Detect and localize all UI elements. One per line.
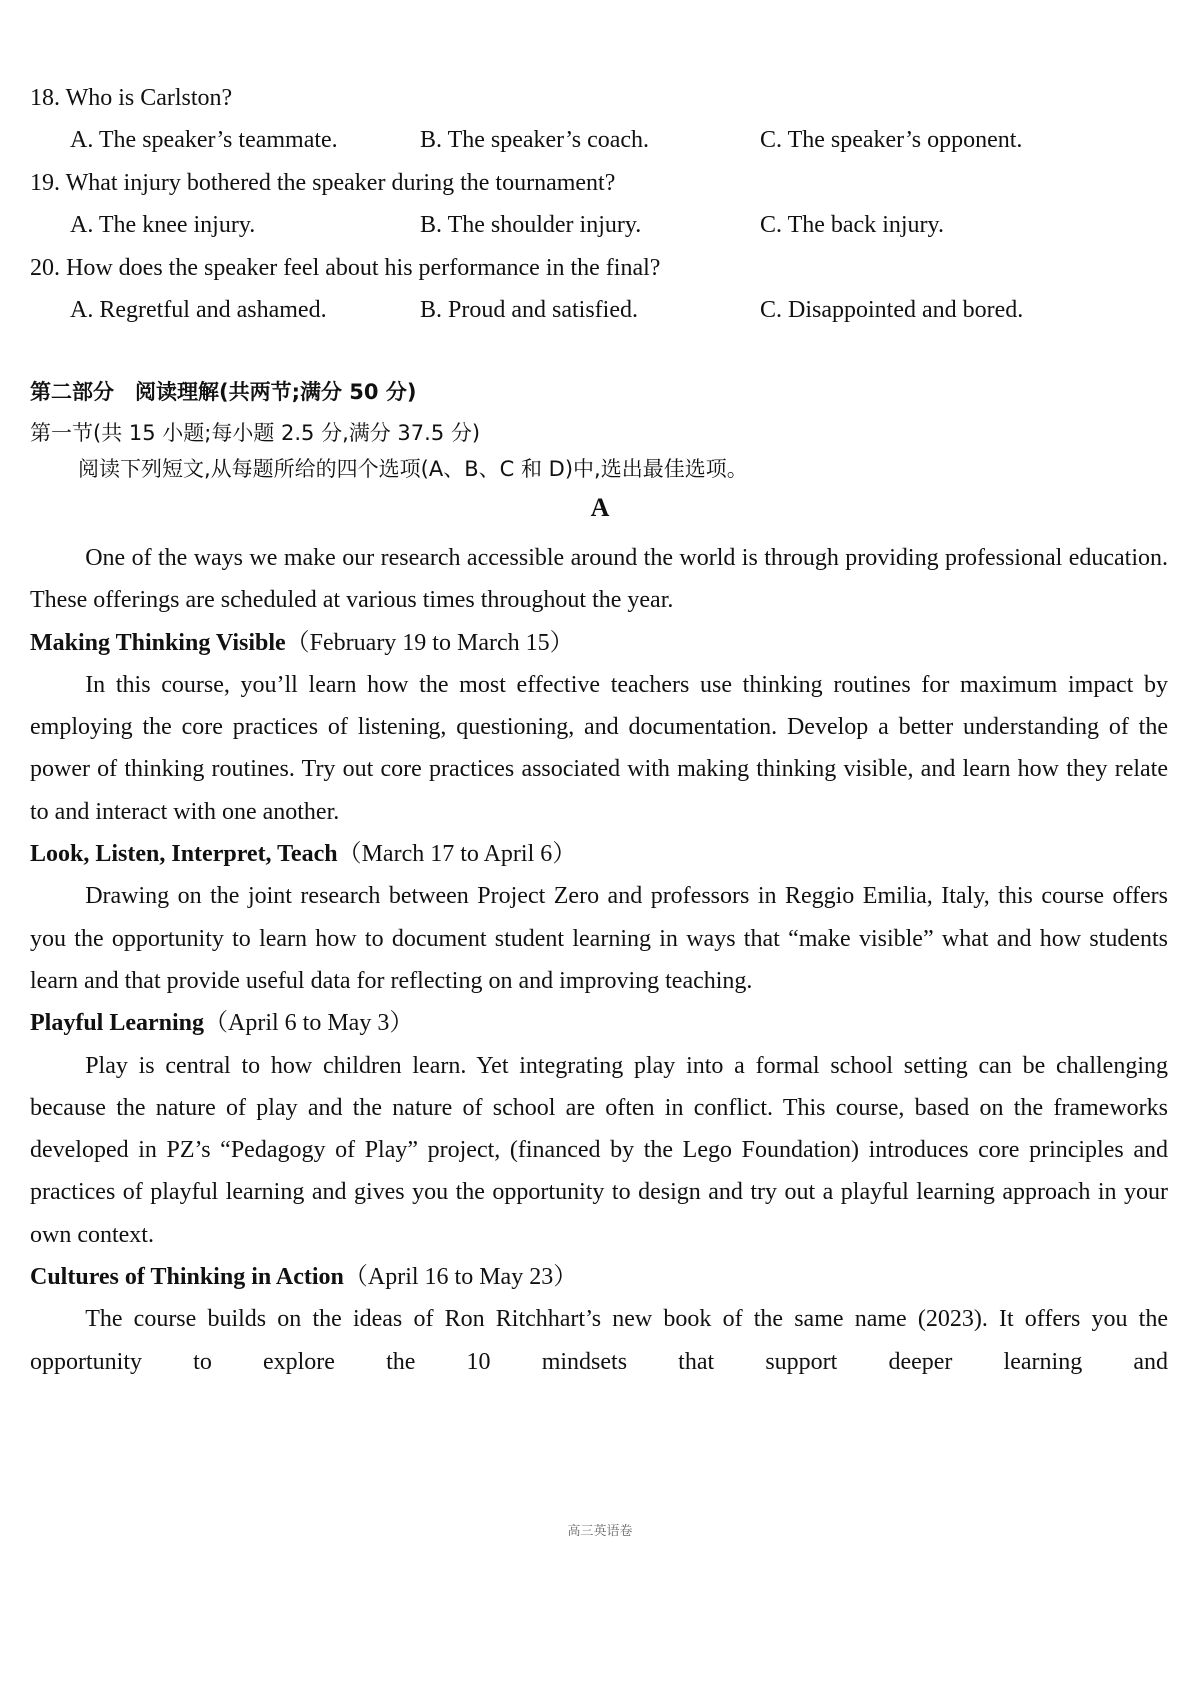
course-description: In this course, you’ll learn how the most effective teachers use thinking routines for maximum impact by employing the core practices of listening, questioning, and documentation. Develop a better understanding of the power of thinking routines. Try out core practices associated with making thinking visible, and learn how they relate to and interact with one another. <box>30 671 1168 825</box>
question-20-option-a: A. Regretful and ashamed. <box>70 297 327 323</box>
question-18-stem: 18. Who is Carlston? <box>30 85 233 111</box>
course-title: Cultures of Thinking in Action <box>30 1264 344 1291</box>
course-description: Play is central to how children learn. Yet integrating play into a formal school setting can be challenging because the nature of play and the nature of school are often in conflict. This course, based on the frameworks developed in PZ’s “Pedagogy of Play” project, (financed by the Lego Foundation) introduces core principles and practices of playful learning and gives you the opportunity to design and try out a playful learning approach in your own context. <box>30 1052 1168 1248</box>
passage-intro: One of the ways we make our research accessible around the world is through providing professional education. These offerings are scheduled at various times throughout the year. <box>30 545 1168 614</box>
question-20-option-c: C. Disappointed and bored. <box>760 297 1024 323</box>
course-heading <box>30 1256 1168 1298</box>
question-18-option-a: A. The speaker’s teammate. <box>70 127 338 153</box>
question-19-stem: 19. What injury bothered the speaker during the tournament? <box>30 170 616 196</box>
course-description: The course builds on the ideas of Ron Ritchhart’s new book of the same name (2023). It offers you the opportunity to explore the 10 mindsets that support deeper learning and <box>30 1306 1168 1375</box>
course-title: Look, Listen, Interpret, Teach <box>30 841 338 868</box>
course-title: Making Thinking Visible <box>30 629 286 656</box>
part-title: 第二部分 阅读理解(共两节;满分 50 分) <box>30 380 417 404</box>
question-20-option-b: B. Proud and satisfied. <box>420 297 638 323</box>
course-dates: （February 19 to March 15） <box>285 629 574 656</box>
section-instruction: 阅读下列短文,从每题所给的四个选项(A、B、C 和 D)中,选出最佳选项。 <box>78 457 748 481</box>
course-description: Drawing on the joint research between Project Zero and professors in Reggio Emilia, Italy, this course offers you the opportunity to learn how to document student learning in ways that “make visible” what and how students learn and that provide useful data for reflecting on and improving teaching. <box>30 883 1168 994</box>
question-19-option-a: A. The knee injury. <box>70 212 256 238</box>
passage-a <box>30 537 1168 1383</box>
passage-letter: A <box>590 493 610 522</box>
question-20-stem: 20. How does the speaker feel about his performance in the final? <box>30 255 661 281</box>
course-dates: （March 17 to April 6） <box>337 841 577 868</box>
question-18-option-b: B. The speaker’s coach. <box>420 127 650 153</box>
course-title: Playful Learning <box>30 1010 205 1037</box>
course-dates: （April 16 to May 23） <box>343 1264 578 1291</box>
course-heading <box>30 833 1168 875</box>
question-18-option-c: C. The speaker’s opponent. <box>760 127 1023 153</box>
question-19-option-c: C. The back injury. <box>760 212 944 238</box>
course-heading <box>30 1002 1168 1044</box>
page-footer: 高三英语卷 <box>567 1524 633 1539</box>
section-subtitle: 第一节(共 15 小题;每小题 2.5 分,满分 37.5 分) <box>30 421 481 445</box>
question-19-option-b: B. The shoulder injury. <box>420 212 642 238</box>
course-heading <box>30 622 1168 664</box>
course-dates: （April 6 to May 3） <box>204 1010 414 1037</box>
